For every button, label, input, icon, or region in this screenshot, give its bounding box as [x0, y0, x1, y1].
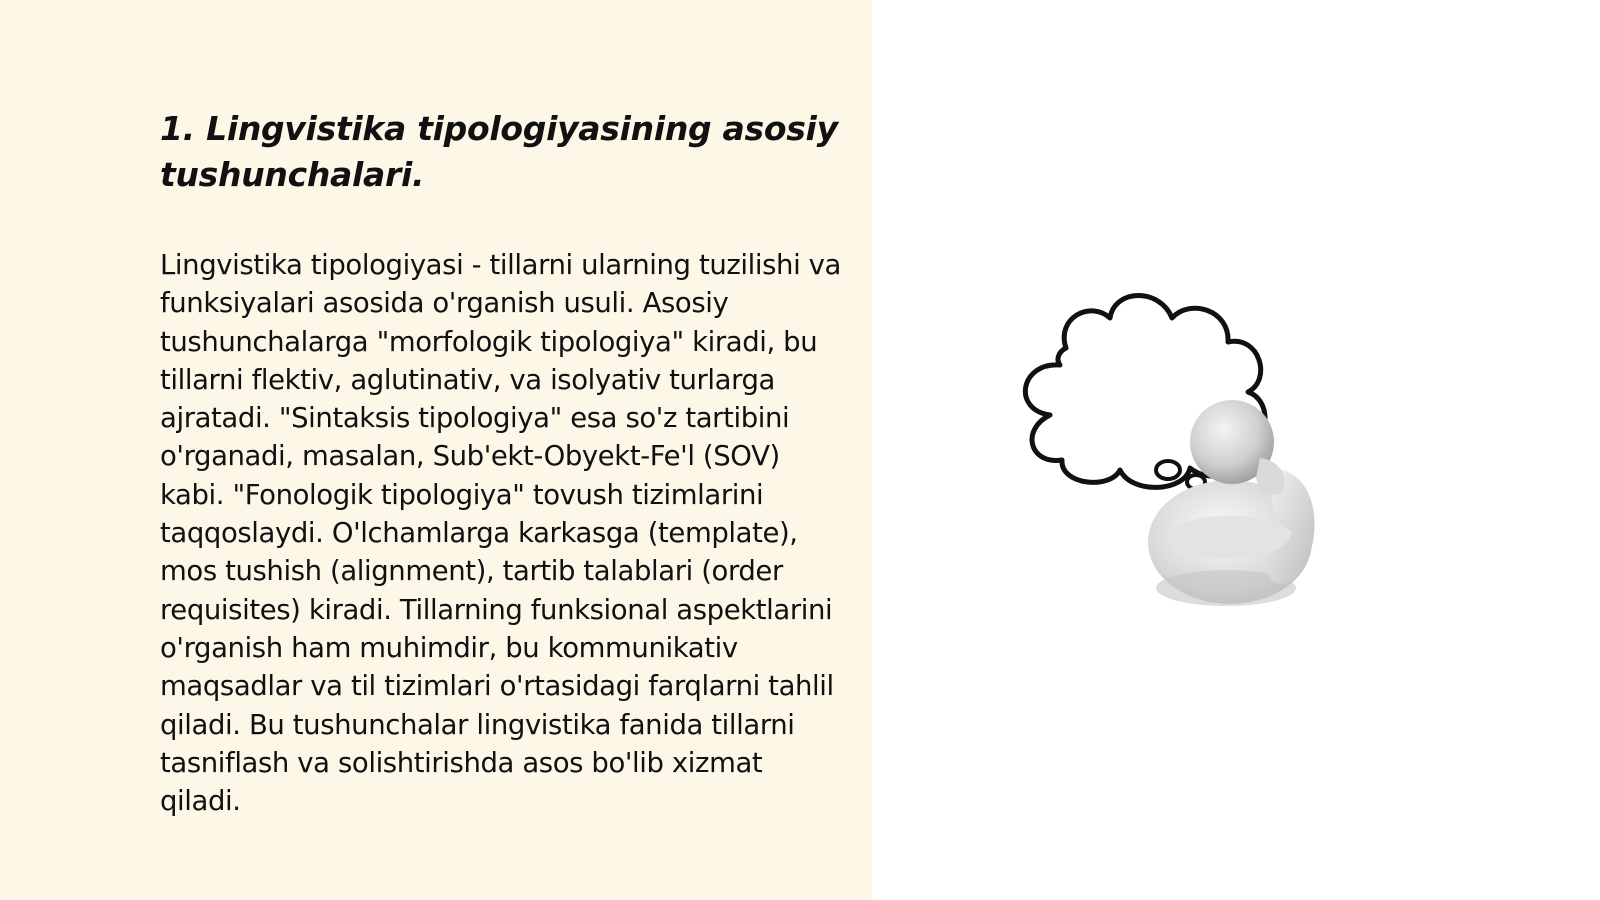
slide-body: Lingvistika tipologiyasi - tillarni ularning tuzilishi va funksiyalari asosida o'rganish usuli. Asosiy tushunchalarga "morfologik tipologiya" kiradi, bu tillarni flektiv, aglutinativ, va isolyativ turlarga ajratadi. "Sintaksis tipologiya" esa so'z tartibini o'rganadi, masalan, Sub'ekt-Obyekt-Fe'l (SOV) kabi. "Fonologik tipologiya" tovush tizimlarini taqqoslaydi. O'lchamlarga karkasga (template), mos tushish (alignment), tartib talablari (order requisites) kiradi. Tillarning funksional aspektlarini o'rganish ham muhimdir, bu kommunikativ maqsadlar va til tizimlari o'rtasidagi farqlarni tahlil qiladi. Bu tushunchalar lingvistika fanida tillarni tasniflash va solishtirishda asos bo'lib xizmat qiladi. [160, 249, 841, 818]
slide-title: 1. Lingvistika tipologiyasining asosiy tushunchalari. [160, 109, 838, 194]
thinking-person-icon [1020, 270, 1360, 620]
